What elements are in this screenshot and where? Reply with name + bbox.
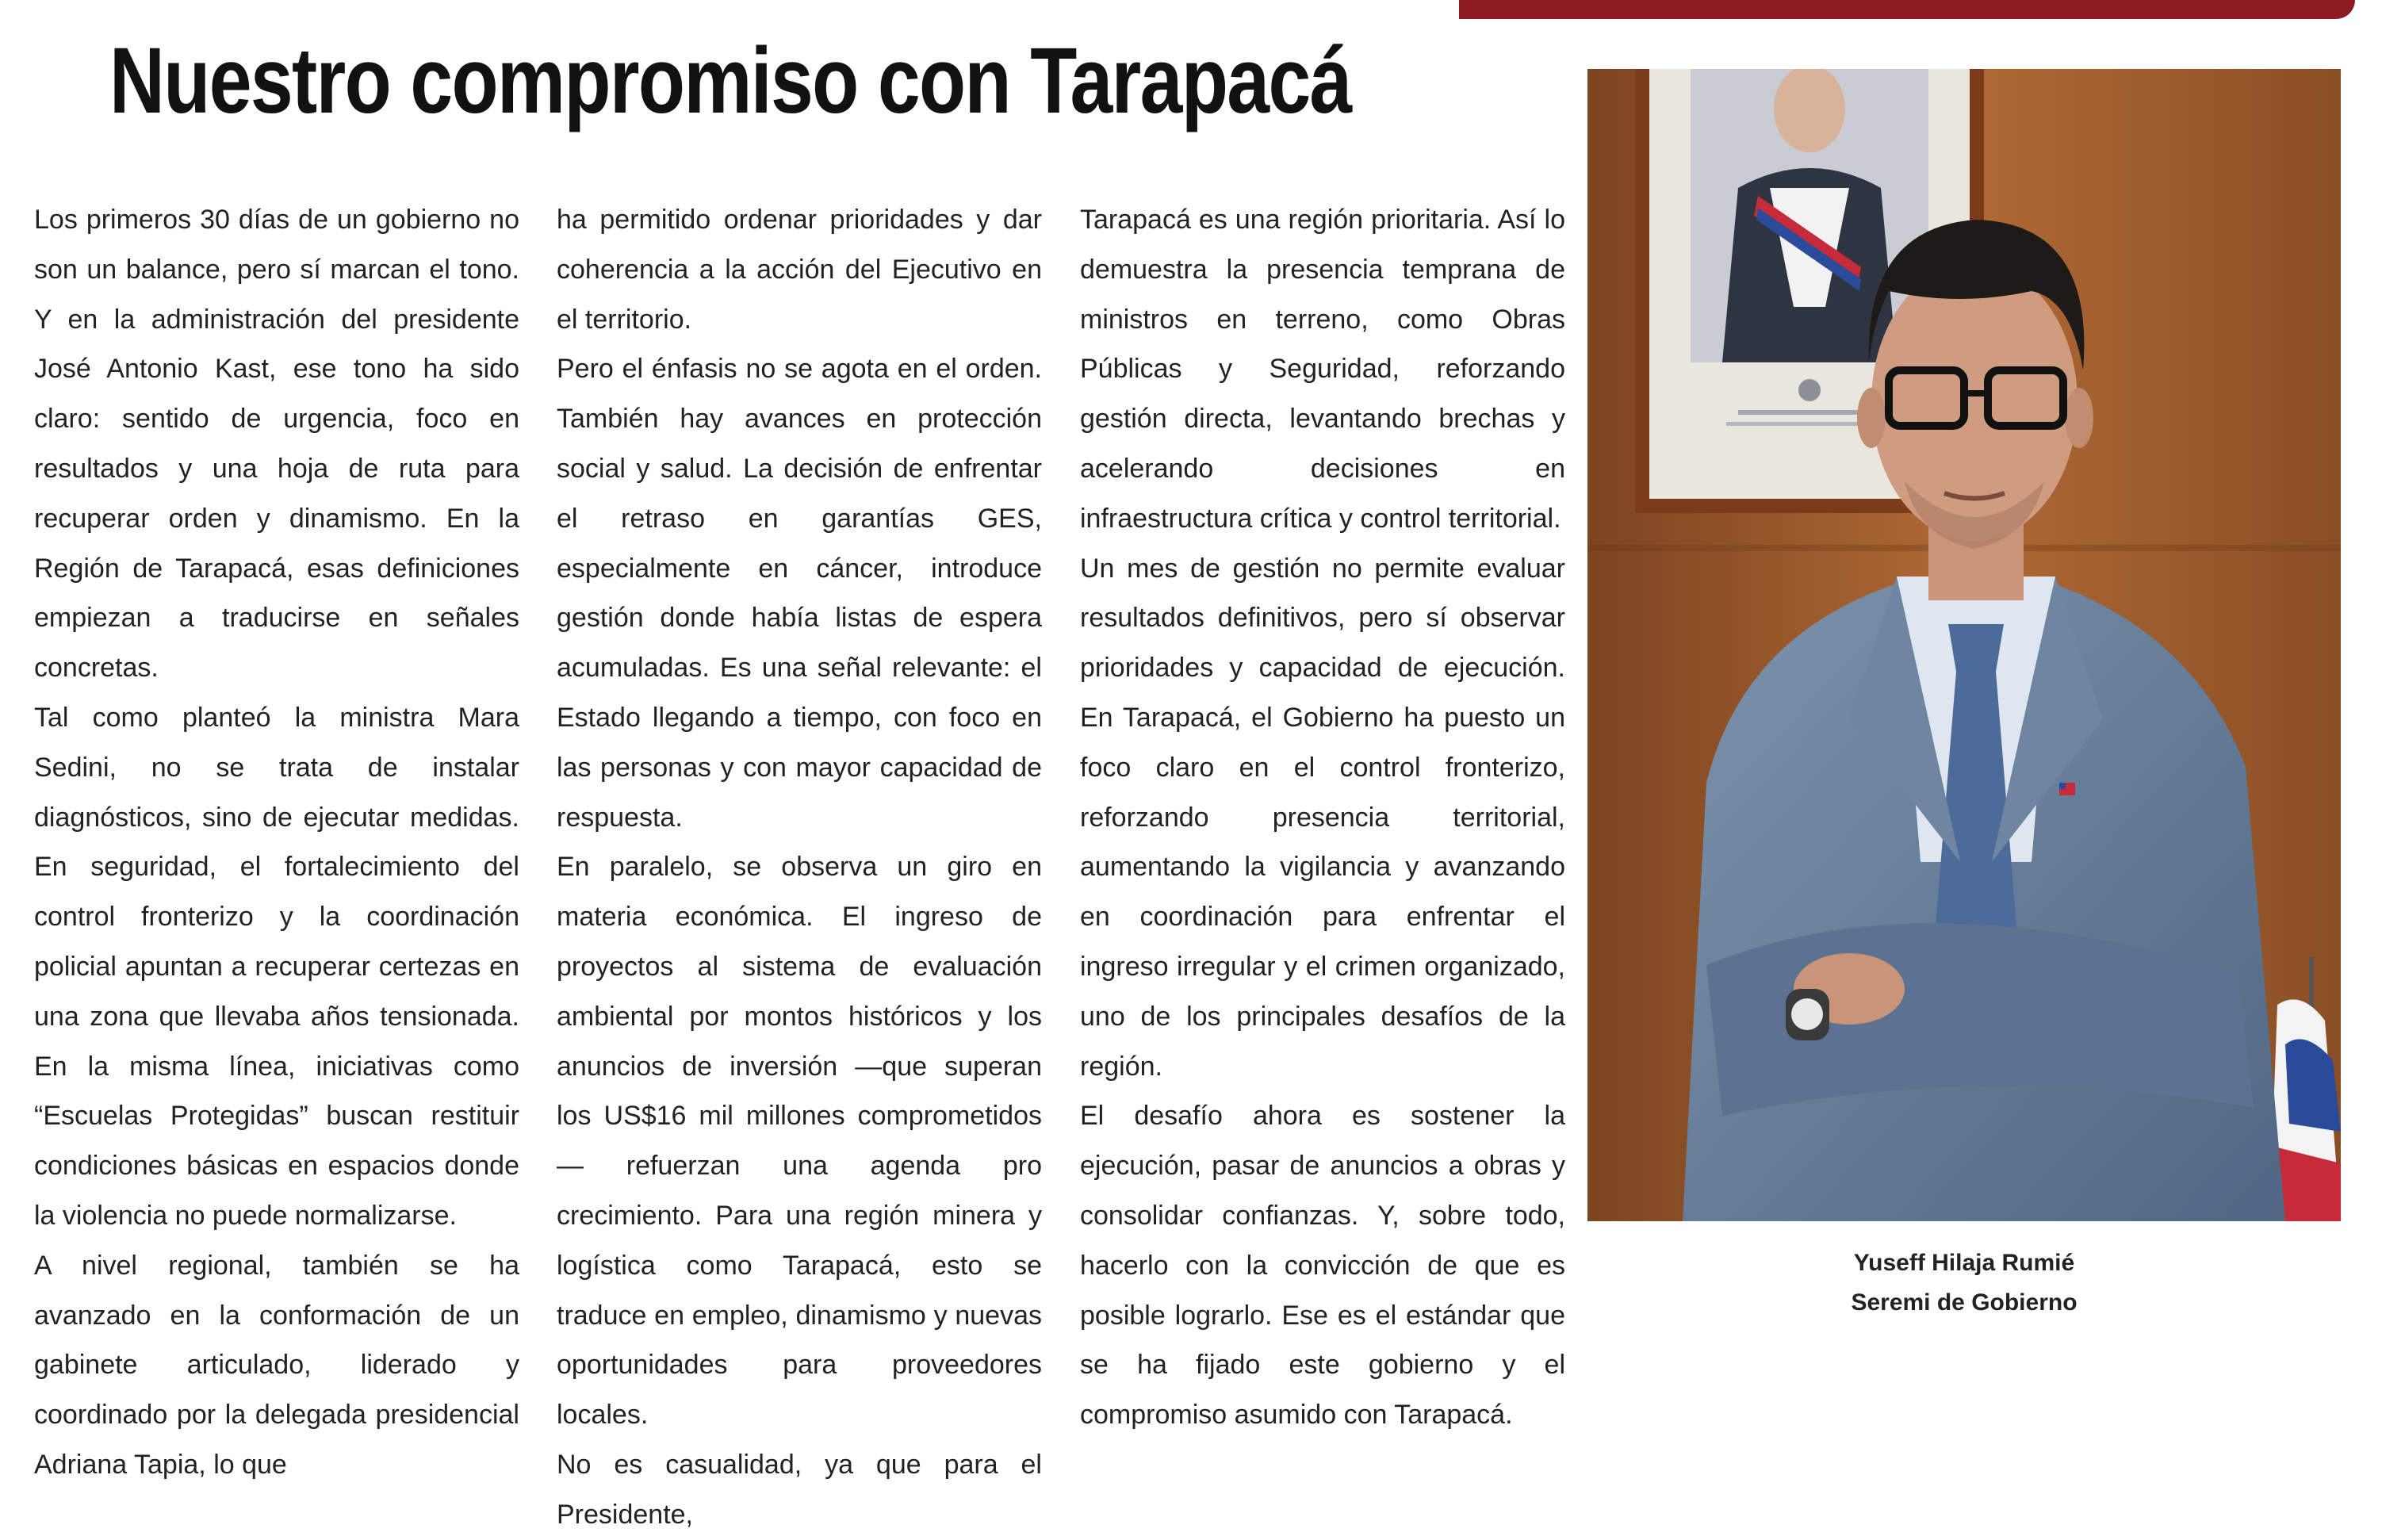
photo-caption	[1587, 1243, 2341, 1323]
portrait-photo	[1587, 69, 2341, 1221]
paragraph: Los primeros 30 días de un gobierno no son un balance, pero sí marcan el tono. Y en la administración del presidente José Antonio Kast, ese tono ha sido claro: sentido de urgencia, foco en resultados y una hoja de ruta para recuperar orden y dinamismo. En la Región de Tarapacá, esas definiciones empiezan a traducirse en señales concretas.	[34, 205, 519, 684]
portrait-illustration	[1587, 69, 2341, 1221]
paragraph: A nivel regional, también se ha avanzado en la conformación de un gabinete articulado, liderado y coordinado por la delegada presidencial Adriana Tapia, lo que	[34, 1250, 519, 1480]
paragraph: ha permitido ordenar prioridades y dar coherencia a la acción del Ejecutivo en el territorio.	[557, 205, 1042, 335]
caption-role: Seremi de Gobierno	[1851, 1289, 2078, 1316]
headline: Nuestro compromiso con Tarapacá	[109, 29, 1351, 133]
text-column-1	[34, 195, 519, 1490]
paragraph: No es casualidad, ya que para el Presidente,	[557, 1449, 1042, 1530]
paragraph: Tarapacá es una región prioritaria. Así lo demuestra la presencia temprana de ministros en terreno, como Obras Públicas y Seguridad, reforzando gestión directa, levantando brechas y acelerando decisiones en infraestructura crítica y control territorial.	[1080, 205, 1565, 534]
text-column-2	[557, 195, 1042, 1540]
paragraph: Tal como planteó la ministra Mara Sedini, no se trata de instalar diagnósticos, sino de ejecutar medidas. En seguridad, el fortalecimiento del control fronterizo y la coordinación policial apuntan a recuperar certezas en una zona que llevaba años tensionada. En la misma línea, iniciativas como “Escuelas Protegidas” buscan restituir condiciones básicas en espacios donde la violencia no puede normalizarse.	[34, 702, 519, 1231]
caption-name: Yuseff Hilaja Rumié	[1853, 1250, 2075, 1276]
top-accent-bar	[1459, 0, 2355, 19]
paragraph: Pero el énfasis no se agota en el orden. También hay avances en protección social y salud. La decisión de enfrentar el retraso en garantías GES, especialmente en cáncer, introduce gestión donde había listas de espera acumuladas. Es una señal relevante: el Estado llegando a tiempo, con foco en las personas y con mayor capacidad de respuesta.	[557, 354, 1042, 833]
paragraph: El desafío ahora es sostener la ejecución, pasar de anuncios a obras y consolidar confianzas. Y, sobre todo, hacerlo con la convicción de que es posible lograrlo. Ese es el estándar que se ha fijado este gobierno y el compromiso asumido con Tarapacá.	[1080, 1101, 1565, 1431]
paragraph: En paralelo, se observa un giro en materia económica. El ingreso de proyectos al sistema de evaluación ambiental por montos históricos y los anuncios de inversión —que superan los US$16 mil millones comprometidos— refuerzan una agenda pro crecimiento. Para una región minera y logística como Tarapacá, esto se traduce en empleo, dinamismo y nuevas oportunidades para proveedores locales.	[557, 852, 1042, 1431]
text-column-3	[1080, 195, 1565, 1440]
paragraph: Un mes de gestión no permite evaluar resultados definitivos, pero sí observar prioridades y capacidad de ejecución. En Tarapacá, el Gobierno ha puesto un foco claro en el control fronterizo, reforzando presencia territorial, aumentando la vigilancia y avanzando en coordinación para enfrentar el ingreso irregular y el crimen organizado, uno de los principales desafíos de la región.	[1080, 553, 1565, 1082]
